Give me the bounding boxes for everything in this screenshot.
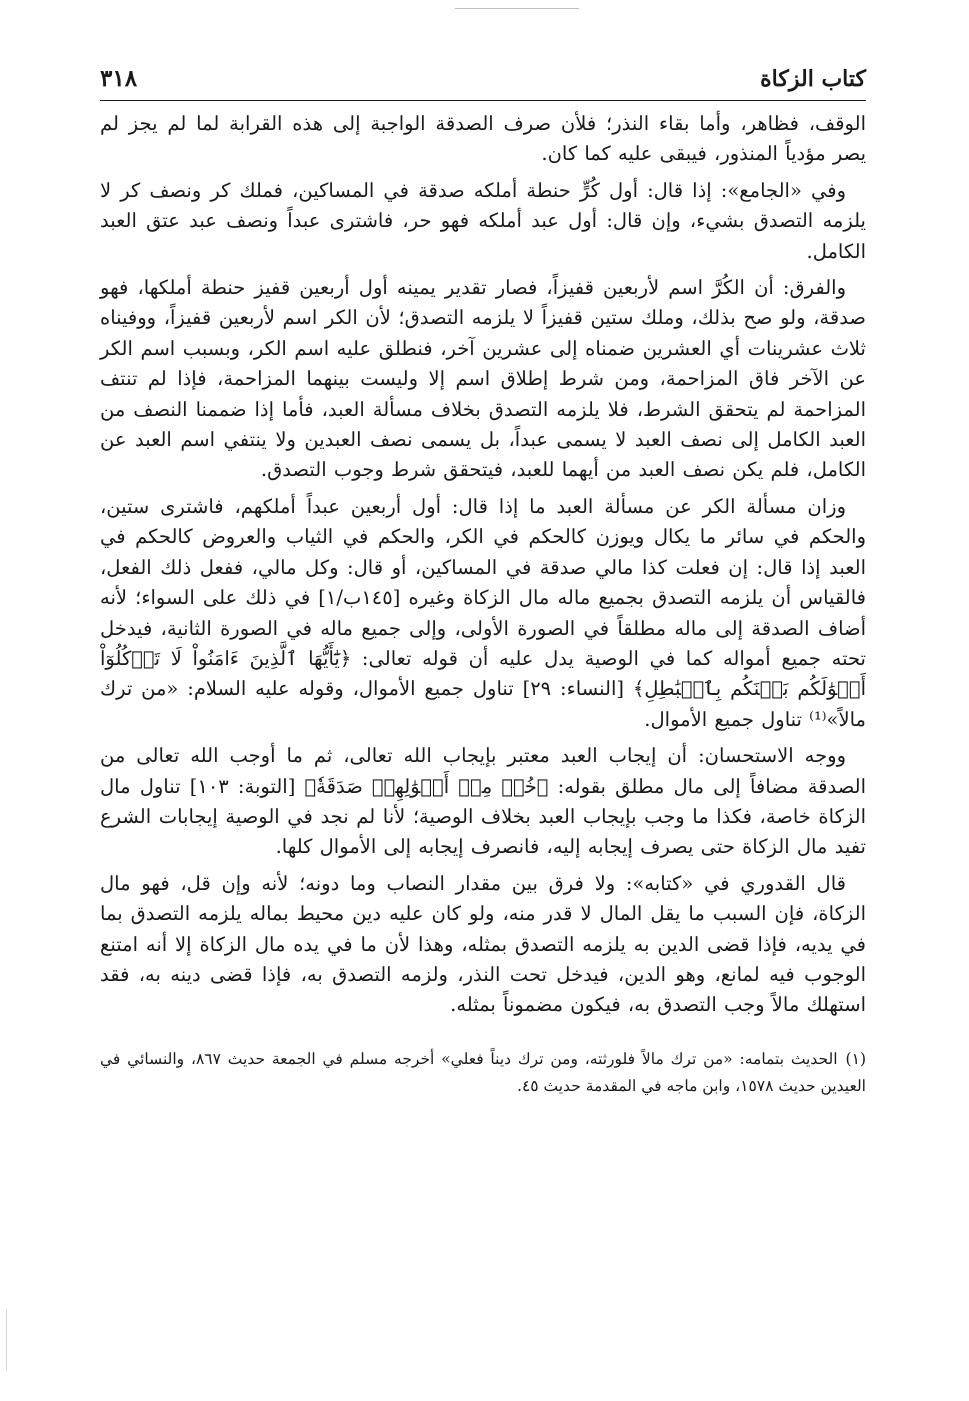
paragraph: ووجه الاستحسان: أن إيجاب العبد معتبر بإيجاب الله تعالى، ثم ما أوجب الله تعالى من الصدقة مضافاً إلى مال مطلق بقوله: ﴿خُذۡ مِنۡ أَمۡوَٰلِهِمۡ صَدَقَةٗ﴾ [التوبة: ١٠٣] تناول مال الزكاة خاصة، فكذا ما وجب بإيجاب العبد بخلاف الوصية؛ لأنا لم نجد في الوصية إيجابات الشرع تفيد مال الزكاة حتى يصرف إيجابه إليه، فانصرف إيجابه إلى الأموال كلها.	[100, 744, 866, 859]
footnote-number: (١)	[845, 1049, 866, 1068]
paragraph: الوقف، فظاهر، وأما بقاء النذر؛ فلأن صرف الصدقة الواجبة إلى هذه القرابة لما لم يجز لم يصر مؤدياً المنذور، فيبقى عليه كما كان.	[100, 112, 866, 166]
top-rule	[455, 8, 579, 9]
footnote	[100, 1046, 866, 1100]
page-body	[100, 109, 866, 1021]
paragraph: والفرق: أن الكُرَّ اسم لأربعين قفيزاً، فصار تقدير يمينه أول أربعين قفيز حنطة أملكها، فهو صدقة، ولو صح بذلك، وملك ستين قفيزاً لا يلزمه التصدق؛ لأن الكر اسم لأربعين قفيزاً، ووفيناه ثلاث عشرينات أي العشرين ضمناه إلى عشرين آخر، فنطلق عليه اسم الكر، وبسبب اسم الكر عن الآخر فاق المزاحمة، ومن شرط إطلاق اسم إلا وليست بينهما المزاحمة، فإذا لم تنتف المزاحمة لم يتحقق الشرط، فلا يلزمه التصدق بخلاف مسألة العبد، فأما إذا ضممنا النصف من العبد الكامل إلى نصف العبد لا يسمى عبداً، بل يسمى نصف العبدين ولا ينتفي اسم العبد عن الكامل، فلم يكن نصف العبد من أيهما للعبد، فيتحقق شرط وجوب التصدق.	[100, 276, 866, 482]
running-title: كتاب الزكاة	[760, 66, 866, 92]
page-header	[100, 64, 866, 101]
footnote-text: الحديث بتمامه: «من ترك مالاً فلورثته، ومن ترك ديناً فعلي» أخرجه مسلم في الجمعة حديث ٨٦٧، والنسائي في العيدين حديث ١٥٧٨، وابن ماجه في المقدمة حديث ٤٥.	[100, 1049, 866, 1095]
scan-edge-line	[6, 1310, 7, 1370]
paragraph: قال القدوري في «كتابه»: ولا فرق بين مقدار النصاب وما دونه؛ لأنه وإن قل، فهو مال الزكاة، فإن السبب ما يقل المال لا قدر منه، ولو كان عليه دين محيط بماله يلزمه التصدق بما في يديه، فإذا قضى الدين به يلزمه التصدق بمثله، وهذا لأن ما في يده مال الزكاة إلا أنه امتنع الوجوب فيه لمانع، وهو الدين، فيدخل تحت النذر، ولزمه التصدق به، فإذا قضى دينه به، فقد استهلك مالاً وجب التصدق به، فيكون مضموناً بمثله.	[100, 871, 866, 1017]
page-number: ٣١٨	[100, 65, 138, 92]
paragraph: وزان مسألة الكر عن مسألة العبد ما إذا قال: أول أربعين عبداً أملكهم، فاشترى ستين، والحكم في سائر ما يكال ويوزن كالحكم في الكر، والحكم في الثياب والعروض كالحكم في العبد إذا قال: إن فعلت كذا مالي صدقة في المساكين، أو قال: وكل مالي، ففعل ذلك الفعل، فالقياس أن يلزمه التصدق بجميع ماله مال الزكاة وغيره [١٤٥ب/١] في ذلك على السواء؛ لأنه أضاف الصدقة إلى ماله مطلقاً في الصورة الأولى، وإلى جميع ماله في الصورة الثانية، فيدخل تحته جميع أمواله كما في الوصية يدل عليه أن قوله تعالى: ﴿يَٰٓأَيُّهَا ٱلَّذِينَ ءَامَنُواْ لَا تَأۡكُلُوٓاْ أَمۡوَٰلَكُم بَيۡنَكُم بِٱلۡبَٰطِلِ﴾ [النساء: ٢٩] تناول جميع الأموال، وقوله عليه السلام: «من ترك مالاً»⁽¹⁾ تناول جميع الأموال.	[100, 494, 866, 731]
paragraph: وفي «الجامع»: إذا قال: أول كُرٍّ حنطة أملكه صدقة في المساكين، فملك كر ونصف كر لا يلزمه التصدق بشيء، وإن قال: أول عبد أملكه فهو حر، فاشترى عبداً ونصف عبد عتق العبد الكامل.	[100, 178, 866, 263]
book-page	[100, 64, 866, 1100]
